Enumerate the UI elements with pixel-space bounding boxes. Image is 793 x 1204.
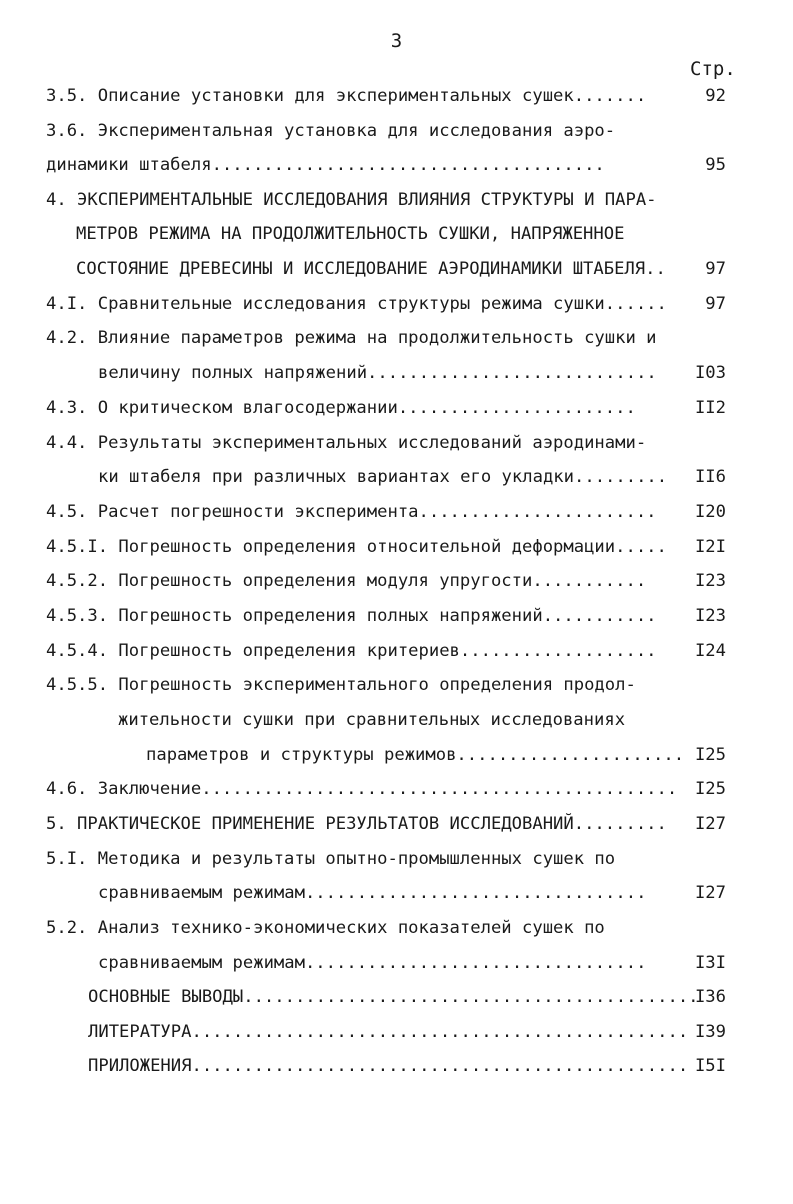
toc-4-5-5-line-2: жительности сушки при сравнительных исследованиях: [118, 710, 626, 730]
toc-literature-line-1: ЛИТЕРАТУРА................................................: [88, 1022, 689, 1042]
toc-4-6-line-1: 4.6. Заключение..............................................: [46, 779, 678, 799]
toc-4-4-line-1: 4.4. Результаты экспериментальных исследований аэродинами-: [46, 433, 647, 453]
toc-conclusions-line-1: ОСНОВНЫЕ ВЫВОДЫ............................................: [88, 987, 699, 1007]
toc-4-line-3: СОСТОЯНИЕ ДРЕВЕСИНЫ И ИССЛЕДОВАНИЕ АЭРОДИНАМИКИ ШТАБЕЛЯ..: [76, 259, 666, 279]
toc-4-page: 97: [705, 259, 726, 279]
toc-4-5-2-line-1: 4.5.2. Погрешность определения модуля упругости...........: [46, 571, 647, 591]
toc-4-5-5-line-1: 4.5.5. Погрешность экспериментального определения продол-: [46, 675, 636, 695]
toc-4-5-1-page: I2I: [694, 537, 726, 557]
toc-3-5-line-1: 3.5. Описание установки для экспериментальных сушек.......: [46, 86, 647, 106]
toc-4-line-2: МЕТРОВ РЕЖИМА НА ПРОДОЛЖИТЕЛЬНОСТЬ СУШКИ, НАПРЯЖЕННОЕ: [76, 224, 625, 244]
toc-4-4-line-2: ки штабеля при различных вариантах его укладки.........: [98, 467, 668, 487]
toc-4-5-3-page: I23: [694, 606, 726, 626]
toc-5-1-line-1: 5.I. Методика и результаты опытно-промышленных сушек по: [46, 849, 616, 869]
toc-5-1-page: I27: [694, 883, 726, 903]
page-column-header: Стр.: [690, 58, 736, 80]
toc-4-5-4-line-1: 4.5.4. Погрешность определения критериев...................: [46, 641, 657, 661]
toc-4-5-5-line-3: параметров и структуры режимов......................: [146, 745, 685, 765]
page-number: 3: [390, 30, 403, 52]
toc-5-2-page: I3I: [694, 953, 726, 973]
toc-4-5-1-line-1: 4.5.I. Погрешность определения относительной деформации.....: [46, 537, 667, 557]
toc-5-1-line-2: сравниваемым режимам.................................: [98, 883, 647, 903]
toc-4-5-line-1: 4.5. Расчет погрешности эксперимента.......................: [46, 502, 657, 522]
toc-4-2-line-2: величину полных напряжений............................: [98, 363, 657, 383]
toc-4-1-line-1: 4.I. Сравнительные исследования структуры режима сушки......: [46, 294, 667, 314]
toc-4-5-3-line-1: 4.5.3. Погрешность определения полных напряжений...........: [46, 606, 657, 626]
toc-4-4-page: II6: [694, 467, 726, 487]
toc-5-2-line-1: 5.2. Анализ технико-экономических показателей сушек по: [46, 918, 605, 938]
toc-literature-page: I39: [694, 1022, 726, 1042]
toc-5-2-line-2: сравниваемым режимам.................................: [98, 953, 647, 973]
toc-appendices-page: I5I: [694, 1056, 726, 1076]
toc-4-3-page: II2: [694, 398, 726, 418]
toc-4-5-2-page: I23: [694, 571, 726, 591]
toc-4-5-5-page: I25: [694, 745, 726, 765]
toc-appendices-line-1: ПРИЛОЖЕНИЯ................................................: [88, 1056, 689, 1076]
toc-conclusions-page: I36: [694, 987, 726, 1007]
toc-4-2-line-1: 4.2. Влияние параметров режима на продолжительность сушки и: [46, 328, 657, 348]
toc-4-5-4-page: I24: [694, 641, 726, 661]
toc-3-6-page: 95: [705, 155, 726, 175]
toc-5-page: I27: [694, 814, 726, 834]
toc-4-2-page: I03: [694, 363, 726, 383]
toc-4-1-page: 97: [705, 294, 726, 314]
toc-3-6-line-2: динамики штабеля......................................: [46, 155, 605, 175]
toc-4-6-page: I25: [694, 779, 726, 799]
toc-3-6-line-1: 3.6. Экспериментальная установка для исследования аэро-: [46, 121, 616, 141]
toc-5-line-1: 5. ПРАКТИЧЕСКОЕ ПРИМЕНЕНИЕ РЕЗУЛЬТАТОВ ИССЛЕДОВАНИЙ.........: [46, 814, 667, 834]
toc-4-line-1: 4. ЭКСПЕРИМЕНТАЛЬНЫЕ ИССЛЕДОВАНИЯ ВЛИЯНИЯ СТРУКТУРЫ И ПАРА-: [46, 190, 657, 210]
toc-4-5-page: I20: [694, 502, 726, 522]
toc-3-5-page: 92: [705, 86, 726, 106]
toc-4-3-line-1: 4.3. О критическом влагосодержании.......................: [46, 398, 636, 418]
